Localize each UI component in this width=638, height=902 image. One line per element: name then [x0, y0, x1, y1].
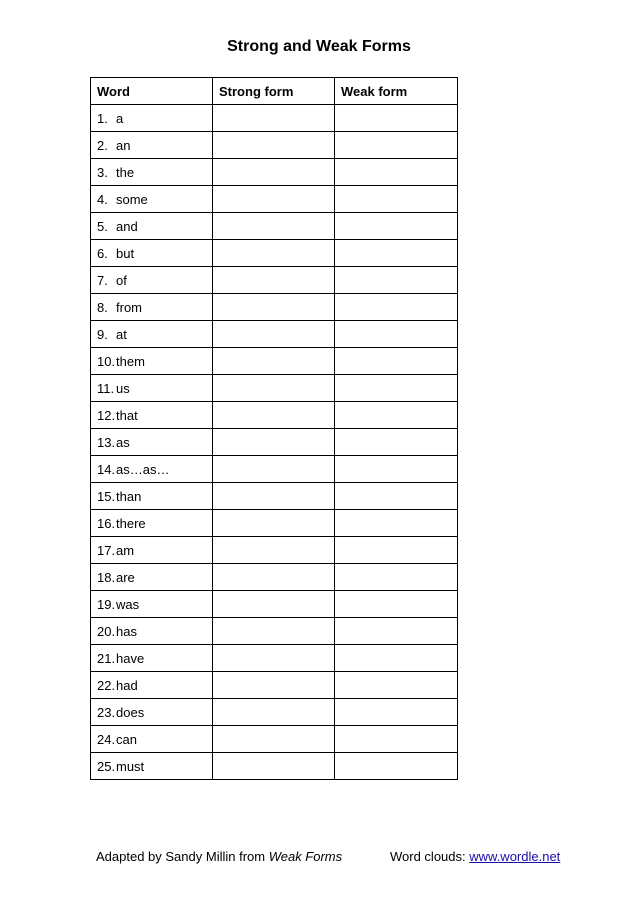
strong-form-cell[interactable]: [213, 537, 335, 564]
word-number: 10.: [97, 353, 116, 369]
word-text: some: [116, 191, 148, 207]
weak-form-cell[interactable]: [335, 132, 458, 159]
word-number: 19.: [97, 596, 116, 612]
word-cell: [91, 645, 213, 672]
table-row: [91, 537, 458, 564]
word-number: 9.: [97, 326, 108, 342]
weak-form-cell[interactable]: [335, 429, 458, 456]
word-text: has: [116, 623, 137, 639]
weak-form-cell[interactable]: [335, 591, 458, 618]
word-number: 21.: [97, 650, 116, 666]
word-cell: [91, 429, 213, 456]
word-number: 4.: [97, 191, 108, 207]
table-row: [91, 618, 458, 645]
word-cell: [91, 213, 213, 240]
weak-form-cell[interactable]: [335, 618, 458, 645]
strong-form-cell[interactable]: [213, 672, 335, 699]
table-row: [91, 402, 458, 429]
strong-form-cell[interactable]: [213, 726, 335, 753]
word-text: and: [116, 218, 138, 234]
weak-form-cell[interactable]: [335, 564, 458, 591]
word-cell: [91, 132, 213, 159]
weak-form-cell[interactable]: [335, 402, 458, 429]
word-cell: [91, 483, 213, 510]
strong-form-cell[interactable]: [213, 186, 335, 213]
footer-word-clouds-label: Word clouds:: [390, 849, 470, 864]
table-row: [91, 132, 458, 159]
word-cell: [91, 672, 213, 699]
word-text: am: [116, 542, 135, 558]
word-cell: [91, 618, 213, 645]
word-cell: [91, 375, 213, 402]
table-row: [91, 240, 458, 267]
word-number: 17.: [97, 542, 116, 558]
word-cell: [91, 402, 213, 429]
weak-form-cell[interactable]: [335, 240, 458, 267]
word-cell: [91, 456, 213, 483]
table-row: [91, 375, 458, 402]
word-number: 22.: [97, 677, 116, 693]
word-number: 5.: [97, 218, 108, 234]
table-body: [91, 105, 458, 780]
strong-form-cell[interactable]: [213, 213, 335, 240]
strong-form-cell[interactable]: [213, 132, 335, 159]
weak-form-cell[interactable]: [335, 483, 458, 510]
weak-form-cell[interactable]: [335, 267, 458, 294]
header-strong-form: Strong form: [213, 78, 335, 105]
word-number: 11.: [97, 380, 115, 396]
word-cell: [91, 564, 213, 591]
word-cell: [91, 726, 213, 753]
word-cell: [91, 240, 213, 267]
word-cell: [91, 510, 213, 537]
word-cell: [91, 186, 213, 213]
header-weak-form: Weak form: [335, 78, 458, 105]
strong-form-cell[interactable]: [213, 321, 335, 348]
table-row: [91, 564, 458, 591]
word-text: but: [116, 245, 135, 261]
word-text: us: [116, 380, 130, 396]
strong-form-cell[interactable]: [213, 645, 335, 672]
strong-form-cell[interactable]: [213, 699, 335, 726]
word-text: does: [116, 704, 145, 720]
word-number: 20.: [97, 623, 116, 639]
word-number: 8.: [97, 299, 108, 315]
word-cell: [91, 294, 213, 321]
word-text: there: [116, 515, 146, 531]
table-row: [91, 726, 458, 753]
table-row: [91, 645, 458, 672]
word-text: of: [116, 272, 127, 288]
weak-form-cell[interactable]: [335, 294, 458, 321]
strong-form-cell[interactable]: [213, 402, 335, 429]
word-number: 15.: [97, 488, 116, 504]
weak-form-cell[interactable]: [335, 213, 458, 240]
word-cell: [91, 753, 213, 780]
word-text: than: [116, 488, 142, 504]
table-row: [91, 429, 458, 456]
word-number: 23.: [97, 704, 116, 720]
word-number: 1.: [97, 110, 108, 126]
word-text: must: [116, 758, 145, 774]
word-number: 25.: [97, 758, 116, 774]
word-cell: [91, 321, 213, 348]
footer-credit-prefix: Adapted by Sandy Millin from: [96, 849, 269, 864]
strong-form-cell[interactable]: [213, 294, 335, 321]
word-text: them: [116, 353, 145, 369]
weak-form-cell[interactable]: [335, 537, 458, 564]
table-row: [91, 267, 458, 294]
weak-form-cell[interactable]: [335, 456, 458, 483]
word-number: 18.: [97, 569, 116, 585]
word-text: that: [116, 407, 138, 423]
weak-form-cell[interactable]: [335, 753, 458, 780]
strong-form-cell[interactable]: [213, 483, 335, 510]
weak-form-cell[interactable]: [335, 645, 458, 672]
word-text: the: [116, 164, 135, 180]
word-text: a: [116, 110, 124, 126]
weak-form-cell[interactable]: [335, 726, 458, 753]
header-word: Word: [91, 78, 213, 105]
weak-form-cell[interactable]: [335, 672, 458, 699]
weak-form-cell[interactable]: [335, 699, 458, 726]
table-row: [91, 348, 458, 375]
strong-form-cell[interactable]: [213, 267, 335, 294]
footer-credit-source: Weak Forms: [268, 849, 343, 864]
word-cell: [91, 159, 213, 186]
strong-form-cell[interactable]: [213, 240, 335, 267]
footer-word-clouds: [390, 849, 560, 864]
strong-form-cell[interactable]: [213, 456, 335, 483]
word-number: 24.: [97, 731, 116, 747]
strong-form-cell[interactable]: [213, 591, 335, 618]
word-text: as: [116, 434, 130, 450]
word-text: was: [116, 596, 140, 612]
table-header-row: [91, 78, 458, 105]
table-row: [91, 699, 458, 726]
word-text: have: [116, 650, 145, 666]
table-row: [91, 213, 458, 240]
wordle-link[interactable]: www.wordle.net: [469, 849, 561, 864]
table-row: [91, 753, 458, 780]
word-number: 14.: [97, 461, 116, 477]
weak-form-cell[interactable]: [335, 348, 458, 375]
table-row: [91, 483, 458, 510]
strong-form-cell[interactable]: [213, 564, 335, 591]
word-number: 7.: [97, 272, 108, 288]
strong-form-cell[interactable]: [213, 510, 335, 537]
word-number: 13.: [97, 434, 116, 450]
table-row: [91, 159, 458, 186]
word-text: had: [116, 677, 138, 693]
word-cell: [91, 699, 213, 726]
strong-form-cell[interactable]: [213, 105, 335, 132]
weak-form-cell[interactable]: [335, 375, 458, 402]
strong-form-cell[interactable]: [213, 159, 335, 186]
worksheet-table: [90, 77, 458, 780]
weak-form-cell[interactable]: [335, 159, 458, 186]
weak-form-cell[interactable]: [335, 105, 458, 132]
table-row: [91, 672, 458, 699]
word-cell: [91, 105, 213, 132]
table-row: [91, 294, 458, 321]
word-text: at: [116, 326, 127, 342]
table-row: [91, 105, 458, 132]
page-title: Strong and Weak Forms: [227, 38, 411, 55]
strong-form-cell[interactable]: [213, 375, 335, 402]
strong-form-cell[interactable]: [213, 618, 335, 645]
weak-form-cell[interactable]: [335, 321, 458, 348]
table-row: [91, 591, 458, 618]
footer-credit: [96, 849, 342, 864]
word-cell: [91, 591, 213, 618]
word-number: 3.: [97, 164, 108, 180]
word-text: from: [116, 299, 142, 315]
word-number: 6.: [97, 245, 108, 261]
word-text: an: [116, 137, 131, 153]
word-cell: [91, 537, 213, 564]
word-number: 16.: [97, 515, 116, 531]
weak-form-cell[interactable]: [335, 186, 458, 213]
word-cell: [91, 348, 213, 375]
strong-form-cell[interactable]: [213, 348, 335, 375]
weak-form-cell[interactable]: [335, 510, 458, 537]
table-row: [91, 510, 458, 537]
word-text: can: [116, 731, 137, 747]
word-number: 2.: [97, 137, 108, 153]
strong-form-cell[interactable]: [213, 429, 335, 456]
table-row: [91, 456, 458, 483]
word-text: as…as…: [116, 461, 170, 477]
word-number: 12.: [97, 407, 116, 423]
strong-form-cell[interactable]: [213, 753, 335, 780]
table-row: [91, 186, 458, 213]
table-row: [91, 321, 458, 348]
word-cell: [91, 267, 213, 294]
word-text: are: [116, 569, 135, 585]
